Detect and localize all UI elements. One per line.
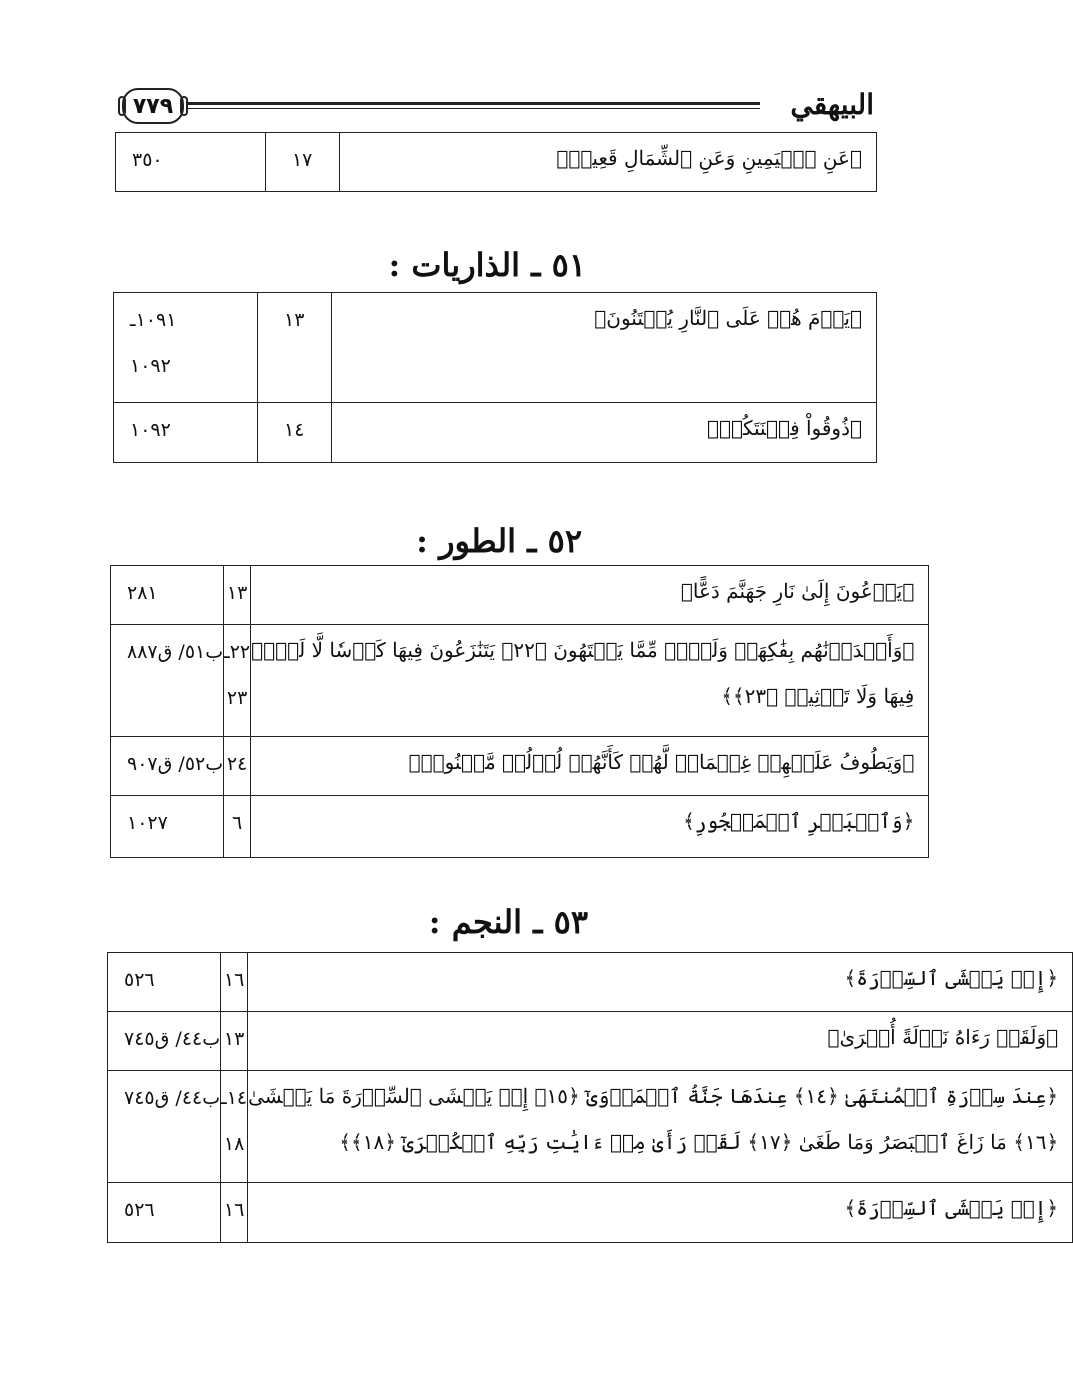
verse-line: ﴿ذُوقُواْ فِتۡنَتَكُمۡ﴾ [706,416,862,440]
reference-line: ب٤٤/ ق٧٤٥ [124,1087,221,1109]
verse-line: ﴿١٦﴾ مَا زَاغَ ٱلۡبَصَرُ وَمَا طَغَىٰ ﴿١٧﴾ لَقَدۡ رَأَىٰ مِنۡ ءَايَٰتِ رَبِّهِ ٱلۡكُبۡرَىٰٓ ﴿١٨﴾﴾ [339,1130,1059,1154]
ayah-number-line: ١٤ـ [221,1087,248,1109]
table-row [111,796,929,858]
ayah-number-cell [224,796,251,858]
ayah-number-cell [257,403,331,463]
verse-line: ﴿وَلَقَدۡ رَءَاهُ نَزۡلَةً أُخۡرَىٰ﴾ [827,1025,1059,1049]
ayah-number-cell [221,1071,248,1183]
book-title: البيهقي [790,88,874,121]
ayah-number-cell [257,293,331,403]
reference-line: ١٠٩١ـ [130,309,177,331]
reference-line: ١٠٢٧ [127,812,168,834]
ayah-number-line: ٢٣ [226,687,248,709]
verse-line: ﴿وَٱلۡبَحۡرِ ٱلۡمَسۡجُورِ﴾ [683,809,915,833]
verse-cell [331,293,876,403]
verse-cell [251,737,929,796]
reference-line: ١٠٩٢ [130,419,171,441]
verse-cell [248,953,1073,1012]
reference-line: ب٥١/ ق٨٨٧ [127,641,224,663]
reference-line: ٥٢٦ [124,1199,155,1221]
verse-cell [248,1071,1073,1183]
ayah-number-line: ١٧ [291,149,313,171]
reference-line: ب٥٢/ ق٩٠٧ [127,753,224,775]
table-row [114,403,877,463]
header-rule-thin [188,108,760,109]
ayah-number-cell [224,625,251,737]
ayah-number-line: ٢٤ [226,753,248,775]
table-row [108,1071,1073,1183]
verse-line: ﴿وَيَطُوفُ عَلَيۡهِمۡ غِلۡمَانٞ لَّهُمۡ كَأَنَّهُمۡ لُؤۡلُؤٞ مَّكۡنُونٞ﴾ [408,750,915,774]
section-heading-najm: ٥٣ ـ النجم : [428,903,588,941]
ayah-number-cell [221,1012,248,1071]
reference-cell [114,293,258,403]
reference-cell [108,953,221,1012]
ayah-number-cell [221,953,248,1012]
table-row [108,1183,1073,1243]
verse-cell [251,566,929,625]
ayah-number-cell [224,566,251,625]
reference-line: ٥٢٦ [124,969,155,991]
verse-cell [248,1183,1073,1243]
verse-cell [331,403,876,463]
reference-cell [116,133,266,192]
table-row [111,625,929,737]
ayah-number-line: ٦ [232,812,243,834]
verse-cell [248,1012,1073,1071]
table-row [111,737,929,796]
ayah-number-line: ١٣ [223,1028,245,1050]
ayah-number-line: ١٣ [226,582,248,604]
ayah-number-line: ١٦ [223,969,245,991]
reference-cell [111,737,224,796]
table-row [114,293,877,403]
ayah-number-line: ١٣ [284,309,305,331]
reference-cell [114,403,258,463]
verse-line: فِيهَا وَلَا تَأۡثِيمٞ ﴿٢٣﴾﴾ [721,684,915,708]
header-rule [188,102,760,105]
ayah-number-line: ١٤ [284,419,305,441]
verse-line: ﴿يَدۡعُونَ إِلَىٰ نَارِ جَهَنَّمَ دَعًّا﴾ [680,579,915,603]
reference-line: ٣٥٠ [132,149,163,171]
reference-cell [108,1071,221,1183]
table-row [108,1012,1073,1071]
verse-line: ﴿وَأَمۡدَدۡنَٰهُم بِفَٰكِهَةٖ وَلَحۡمٖ مِّمَّا يَشۡتَهُونَ ﴿٢٢﴾ يَتَنَٰزَعُونَ فِيهَا كَأۡسٗا لَّا لَغۡوٞ [251,638,915,662]
verse-cell [251,796,929,858]
ayah-number-cell [221,1183,248,1243]
page-header [118,88,878,132]
table-row [111,566,929,625]
page-number: ٧٧٩ [122,88,184,124]
reference-cell [111,566,224,625]
section-heading-tur: ٥٢ ـ الطور : [416,522,582,560]
verse-line: ﴿إِذۡ يَغۡشَى ٱلسِّدۡرَةَ﴾ [844,1196,1059,1220]
top-verses-table [115,132,877,192]
verse-line: ﴿إِذۡ يَغۡشَى ٱلسِّدۡرَةَ﴾ [844,966,1059,990]
reference-cell [111,796,224,858]
section-heading-dhariyat: ٥١ ـ الذاريات : [388,246,586,284]
verse-cell [251,625,929,737]
reference-cell [111,625,224,737]
ayah-number-line: ٢٢ـ [224,641,251,663]
ayah-number-cell [224,737,251,796]
tur-table [110,565,929,858]
verse-line: ﴿عَنِ ٱلۡيَمِينِ وَعَنِ ٱلشِّمَالِ قَعِيدٞ﴾ [556,146,862,170]
verse-cell [339,133,876,192]
table-row [116,133,877,192]
verse-line: ﴿عِندَ سِدۡرَةِ ٱلۡمُنتَهَىٰ ﴿١٤﴾ عِندَهَا جَنَّةُ ٱلۡمَأۡوَىٰٓ ﴿١٥﴾ إِذۡ يَغۡشَى ٱلسِّدۡرَةَ مَا يَغۡشَىٰ [248,1084,1059,1108]
table-row [108,953,1073,1012]
verse-line: ﴿يَوۡمَ هُمۡ عَلَى ٱلنَّارِ يُفۡتَنُونَ﴾ [594,306,862,330]
dhariyat-table [113,292,877,463]
reference-cell [108,1183,221,1243]
reference-line: ب٤٤/ ق٧٤٥ [124,1028,221,1050]
reference-cell [108,1012,221,1071]
ayah-number-cell [265,133,339,192]
ayah-number-line: ١٦ [223,1199,245,1221]
reference-line: ١٠٩٢ [130,355,171,377]
ayah-number-line: ١٨ [223,1133,245,1155]
najm-table [107,952,1073,1243]
reference-line: ٢٨١ [127,582,158,604]
